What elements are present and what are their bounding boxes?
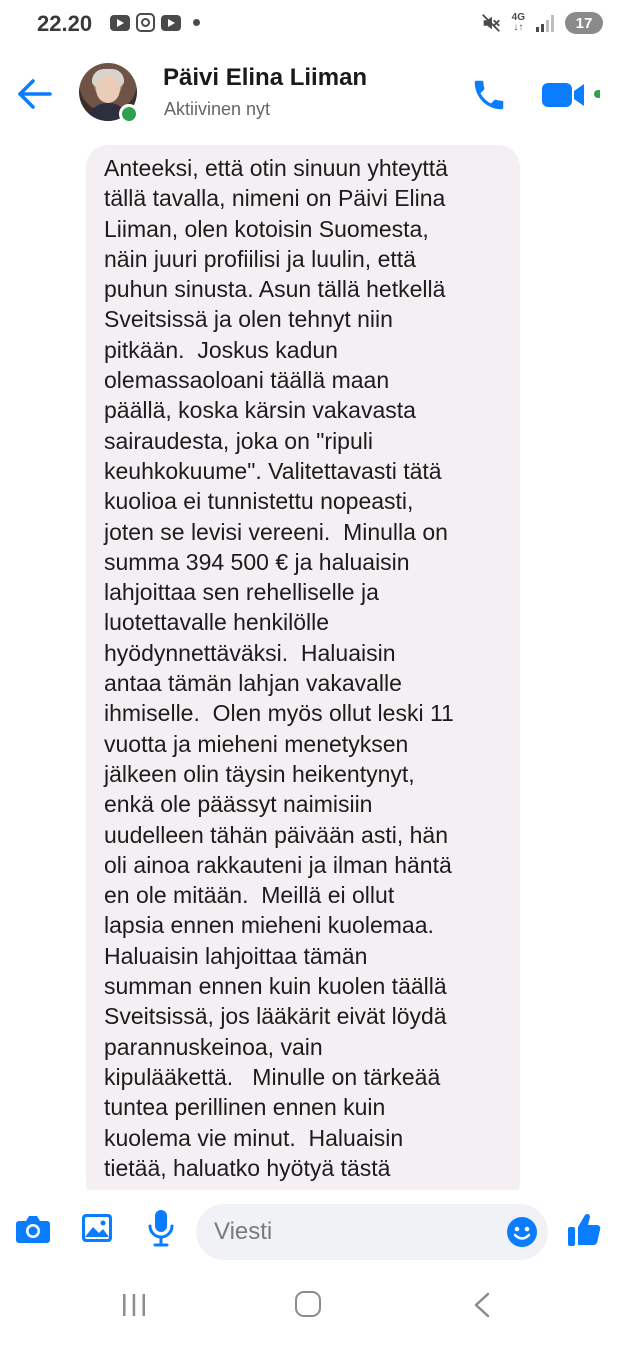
thumbs-up-icon[interactable] bbox=[567, 1212, 601, 1248]
status-bar bbox=[0, 0, 623, 50]
video-camera-icon[interactable] bbox=[541, 78, 585, 112]
camera-icon[interactable] bbox=[15, 1213, 51, 1245]
youtube-icon bbox=[110, 15, 130, 31]
system-navigation-bar bbox=[0, 1280, 623, 1350]
incoming-message-bubble[interactable] bbox=[86, 145, 520, 1205]
home-button-icon[interactable] bbox=[295, 1291, 321, 1317]
back-arrow-icon[interactable] bbox=[16, 75, 54, 113]
battery-level-badge: 17 bbox=[565, 12, 603, 34]
contact-name[interactable]: Päivi Elina Liiman bbox=[163, 64, 368, 91]
youtube-icon bbox=[161, 15, 181, 31]
message-input[interactable] bbox=[196, 1204, 548, 1260]
phone-icon[interactable] bbox=[470, 76, 508, 114]
microphone-icon[interactable] bbox=[147, 1208, 175, 1248]
status-time: 22.20 bbox=[37, 11, 93, 36]
more-notifications-dot-icon bbox=[193, 19, 200, 26]
network-type-label: 4G bbox=[511, 12, 525, 23]
online-status-indicator bbox=[119, 104, 139, 124]
network-type bbox=[512, 13, 525, 33]
emoji-icon[interactable] bbox=[506, 1216, 538, 1248]
message-text: Anteeksi, että otin sinuun yhteyttä tällä tavalla, nimeni on Päivi Elina Liiman, olen kotoisin Suomesta, näin juuri profiilisi ja luulin, että puhun sinusta. Asun tällä hetkellä Sveitsissä ja olen tehnyt niin pitkään. Joskus kadun olemassaoloani täällä maan päällä, koska kärsin vakavasta sairaudesta, joka on "ripuli keuhkokuume". Valitettavasti tätä kuolioa ei tunnistettu nopeasti, joten se levisi vereeni. Minulla on summa 394 500 € ja haluaisin lahjoittaa sen rehelliselle ja luotettavalle henkilölle hyödynnettäväksi. Haluaisin antaa tämän lahjan vakavalle ihmiselle. Olen myös ollut leski 11 vuotta ja mieheni menetyksen jälkeen olin täysin heikentynyt, enkä ole päässyt naimisiin uudelleen tähän päivään asti, hän oli ainoa rakkauteni ja ilman häntä en ole mitään. Meillä ei ollut lapsia ennen mieheni kuolemaa. Haluaisin lahjoittaa tämän summan ennen kuin kuolen täällä Sveitsissä, jos lääkärit eivät löydä parannuskeinoa, vain kipulääkettä. Minulle on tärkeää tuntea perillinen ennen kuin kuolema vie minut. Haluaisin tietää, haluatko hyötyä tästä bbox=[104, 155, 454, 1181]
call-active-indicator bbox=[594, 90, 600, 98]
conversation-header bbox=[0, 58, 623, 128]
notification-icons bbox=[110, 13, 200, 32]
message-composer bbox=[0, 1190, 623, 1280]
instagram-icon bbox=[136, 13, 155, 32]
recent-apps-icon[interactable] bbox=[121, 1293, 147, 1317]
system-icons bbox=[480, 12, 603, 34]
image-icon[interactable] bbox=[80, 1212, 114, 1244]
contact-activity-status: Aktiivinen nyt bbox=[164, 99, 271, 119]
signal-strength-icon bbox=[535, 14, 555, 32]
mute-icon bbox=[480, 12, 502, 34]
nav-back-icon[interactable] bbox=[472, 1292, 492, 1318]
network-activity-arrows: ↓↑ bbox=[513, 22, 524, 33]
